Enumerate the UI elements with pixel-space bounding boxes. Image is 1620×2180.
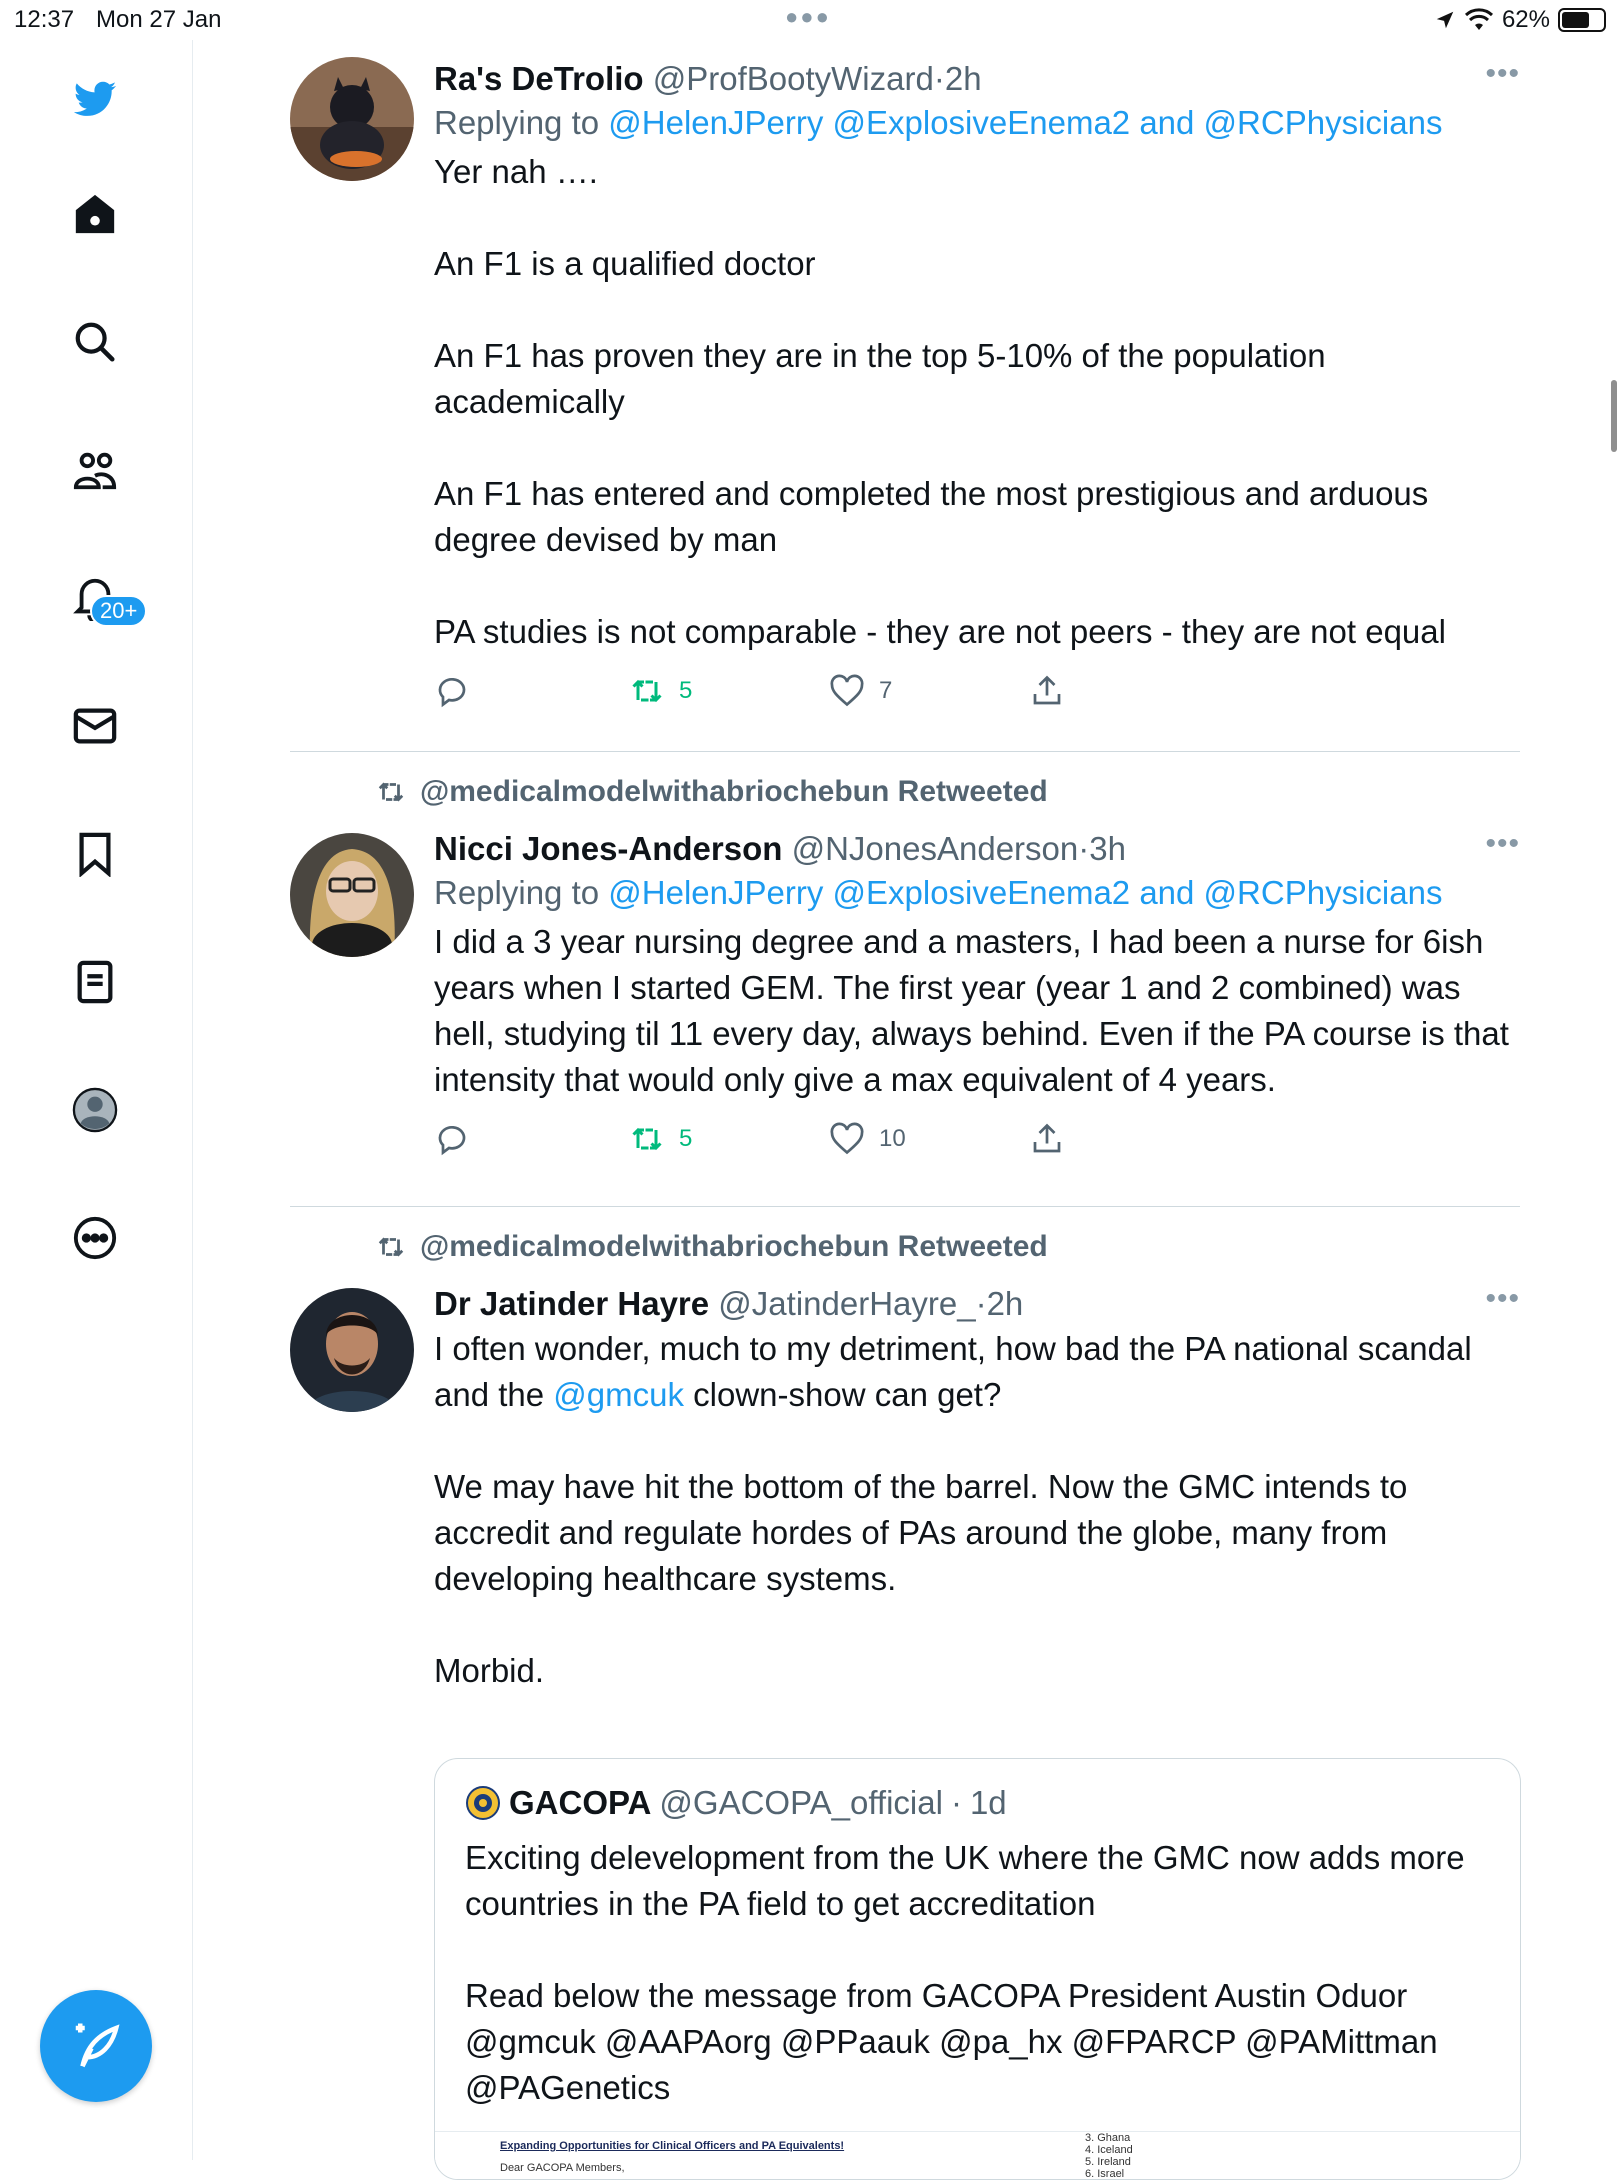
retweet-icon bbox=[629, 1121, 665, 1157]
avatar[interactable] bbox=[290, 1288, 414, 1412]
twitter-logo-icon[interactable] bbox=[65, 70, 125, 130]
retweet-count: 5 bbox=[679, 677, 693, 704]
separator-dot: · bbox=[1078, 830, 1090, 867]
tweet-paragraph: PA studies is not comparable - they are not peers - they are not equal bbox=[434, 613, 1446, 650]
tweet-paragraph: We may have hit the bottom of the barrel. Now the GMC intends to accredit and regulate hordes of PAs around the globe, many from developing healthcare systems. bbox=[434, 1468, 1408, 1597]
tweet-header bbox=[434, 827, 1520, 871]
reply-icon bbox=[434, 673, 470, 709]
tweet-time[interactable]: 2h bbox=[986, 1285, 1024, 1322]
home-icon[interactable] bbox=[65, 184, 125, 244]
separator-dot: · bbox=[950, 1784, 962, 1821]
tweet[interactable] bbox=[290, 57, 1520, 757]
retweet-indicator-icon bbox=[374, 777, 408, 807]
retweet-button[interactable] bbox=[629, 673, 692, 709]
avatar[interactable] bbox=[290, 833, 414, 957]
quote-paragraph: Read below the message from GACOPA President Austin Oduor @gmcuk @AAPAorg @PPaauk @pa_hx @FPARCP @PAMittman @PAGenetics bbox=[465, 1977, 1438, 2106]
reply-icon bbox=[434, 1121, 470, 1157]
document-list-item: 6. Israel bbox=[1085, 2168, 1125, 2180]
quote-paragraph: Exciting delevelopment from the UK where the GMC now adds more countries in the PA field to get accreditation bbox=[465, 1839, 1465, 1922]
like-button[interactable] bbox=[829, 673, 892, 709]
retweeted-by-text: @medicalmodelwithabriochebun Retweeted bbox=[420, 775, 1048, 808]
battery-icon bbox=[1558, 8, 1606, 32]
more-options-icon[interactable]: ••• bbox=[1485, 1282, 1520, 1315]
tweet-text-segment: clown-show can get? bbox=[683, 1376, 1002, 1413]
author-handle[interactable]: @ProfBootyWizard bbox=[652, 60, 934, 97]
share-icon bbox=[1029, 1121, 1065, 1157]
tweet-text-segment: I often wonder, much to my detriment, how bad the PA national scandal and the bbox=[434, 1330, 1472, 1413]
communities-icon[interactable] bbox=[65, 440, 125, 500]
author-handle[interactable]: @JatinderHayre_ bbox=[718, 1285, 976, 1322]
document-greeting: Dear GACOPA Members, bbox=[500, 2162, 625, 2174]
tweet-header bbox=[434, 57, 1520, 101]
reply-button[interactable] bbox=[434, 673, 470, 709]
document-list-item: 4. Iceland bbox=[1085, 2144, 1133, 2156]
tweet-content bbox=[434, 1282, 1520, 1694]
quote-author-name: GACOPA bbox=[509, 1784, 652, 1821]
tweet[interactable] bbox=[290, 1230, 1520, 2180]
replying-to bbox=[434, 101, 1520, 145]
quoted-tweet[interactable] bbox=[434, 1758, 1521, 2180]
multitasking-dots-icon[interactable]: ●●● bbox=[785, 4, 831, 29]
more-options-icon[interactable]: ••• bbox=[1485, 827, 1520, 860]
quote-author-handle: @GACOPA_official bbox=[659, 1784, 943, 1821]
retweeted-by[interactable] bbox=[374, 1230, 1048, 1264]
author-name[interactable]: Nicci Jones-Anderson bbox=[434, 830, 783, 867]
replying-prefix: Replying to bbox=[434, 874, 600, 911]
tweet-text bbox=[434, 1326, 1520, 1694]
document-list-item: 5. Ireland bbox=[1085, 2156, 1131, 2168]
status-date: Mon 27 Jan bbox=[96, 6, 222, 33]
replying-to-handles[interactable]: @HelenJPerry @ExplosiveEnema2 and @RCPhysicians bbox=[608, 104, 1443, 141]
retweet-count: 5 bbox=[679, 1125, 693, 1152]
like-button[interactable] bbox=[829, 1121, 906, 1157]
more-options-icon[interactable]: ••• bbox=[1485, 57, 1520, 90]
tweet-paragraph: An F1 is a qualified doctor bbox=[434, 245, 816, 282]
search-icon[interactable] bbox=[65, 312, 125, 372]
author-name[interactable]: Ra's DeTrolio bbox=[434, 60, 644, 97]
share-icon bbox=[1029, 673, 1065, 709]
retweet-icon bbox=[629, 673, 665, 709]
notification-badge: 20+ bbox=[90, 595, 147, 627]
document-list-item: 3. Ghana bbox=[1085, 2132, 1131, 2144]
separator-dot: · bbox=[975, 1285, 987, 1322]
compose-feather-icon bbox=[69, 2019, 123, 2073]
quote-inner bbox=[435, 1759, 1520, 2111]
quote-header bbox=[465, 1781, 1490, 1825]
tweet-divider bbox=[290, 1206, 1520, 1207]
more-icon[interactable] bbox=[65, 1208, 125, 1268]
tweet-time[interactable]: 2h bbox=[944, 60, 982, 97]
scrollbar[interactable] bbox=[1611, 380, 1617, 452]
document-heading: Expanding Opportunities for Clinical Officers and PA Equivalents! bbox=[500, 2140, 845, 2152]
share-button[interactable] bbox=[1029, 673, 1065, 709]
sidebar bbox=[0, 40, 193, 2160]
quote-text bbox=[465, 1835, 1490, 2111]
like-count: 7 bbox=[879, 677, 893, 704]
replying-to-handles[interactable]: @HelenJPerry @ExplosiveEnema2 and @RCPhysicians bbox=[608, 874, 1443, 911]
replying-prefix: Replying to bbox=[434, 104, 600, 141]
tweet-actions bbox=[434, 1121, 1520, 1171]
mention-link[interactable]: @gmcuk bbox=[553, 1376, 684, 1413]
retweet-indicator-icon bbox=[374, 1232, 408, 1262]
share-button[interactable] bbox=[1029, 1121, 1065, 1157]
tweet[interactable] bbox=[290, 775, 1520, 1215]
tweet-actions bbox=[434, 673, 1520, 723]
messages-icon[interactable] bbox=[65, 696, 125, 756]
tweet-paragraph: An F1 has entered and completed the most prestigious and arduous degree devised by man bbox=[434, 475, 1429, 558]
tweet-text bbox=[434, 149, 1520, 655]
gacopa-logo-icon bbox=[465, 1785, 501, 1821]
battery-percent: 62% bbox=[1501, 6, 1550, 33]
document-country-list bbox=[1085, 2132, 1133, 2180]
retweeted-by[interactable] bbox=[374, 775, 1048, 809]
tweet-content bbox=[434, 57, 1520, 723]
tweet-divider bbox=[290, 751, 1520, 752]
tweet-paragraph: Yer nah …. bbox=[434, 153, 598, 190]
tweet-paragraph bbox=[434, 1326, 1520, 1418]
tweet-text bbox=[434, 919, 1520, 1103]
tweet-paragraph: An F1 has proven they are in the top 5-10% of the population academically bbox=[434, 337, 1326, 420]
quote-time: 1d bbox=[969, 1784, 1007, 1821]
like-count: 10 bbox=[879, 1125, 906, 1152]
tweet-paragraph: I did a 3 year nursing degree and a masters, I had been a nurse for 6ish years when I started GEM. The first year (year 1 and 2 combined) was hell, studying til 11 every day, always behind. Even if the PA course is that intensity that would only give a max equivalent of 4 years. bbox=[434, 923, 1509, 1098]
bookmarks-icon[interactable] bbox=[65, 824, 125, 884]
lists-icon[interactable] bbox=[65, 952, 125, 1012]
author-handle[interactable]: @NJonesAnderson bbox=[791, 830, 1079, 867]
reply-button[interactable] bbox=[434, 1121, 470, 1157]
profile-icon[interactable] bbox=[65, 1080, 125, 1140]
heart-icon bbox=[829, 673, 865, 709]
replying-to bbox=[434, 871, 1520, 915]
retweeted-by-text: @medicalmodelwithabriochebun Retweeted bbox=[420, 1230, 1048, 1263]
tweet-time[interactable]: 3h bbox=[1089, 830, 1126, 867]
tweet-content bbox=[434, 827, 1520, 1171]
status-right bbox=[1434, 6, 1606, 34]
separator-dot: · bbox=[933, 60, 945, 97]
author-name[interactable]: Dr Jatinder Hayre bbox=[434, 1285, 710, 1322]
compose-tweet-button[interactable] bbox=[40, 1990, 152, 2102]
tweet-paragraph: Morbid. bbox=[434, 1652, 545, 1689]
location-icon bbox=[1434, 9, 1456, 31]
tweet-header bbox=[434, 1282, 1520, 1326]
retweet-button[interactable] bbox=[629, 1121, 692, 1157]
heart-icon bbox=[829, 1121, 865, 1157]
avatar[interactable] bbox=[290, 57, 414, 181]
status-time: 12:37 bbox=[14, 6, 75, 33]
quote-attached-image[interactable] bbox=[435, 2131, 1520, 2180]
wifi-icon bbox=[1464, 8, 1494, 32]
status-bar bbox=[0, 0, 1620, 40]
